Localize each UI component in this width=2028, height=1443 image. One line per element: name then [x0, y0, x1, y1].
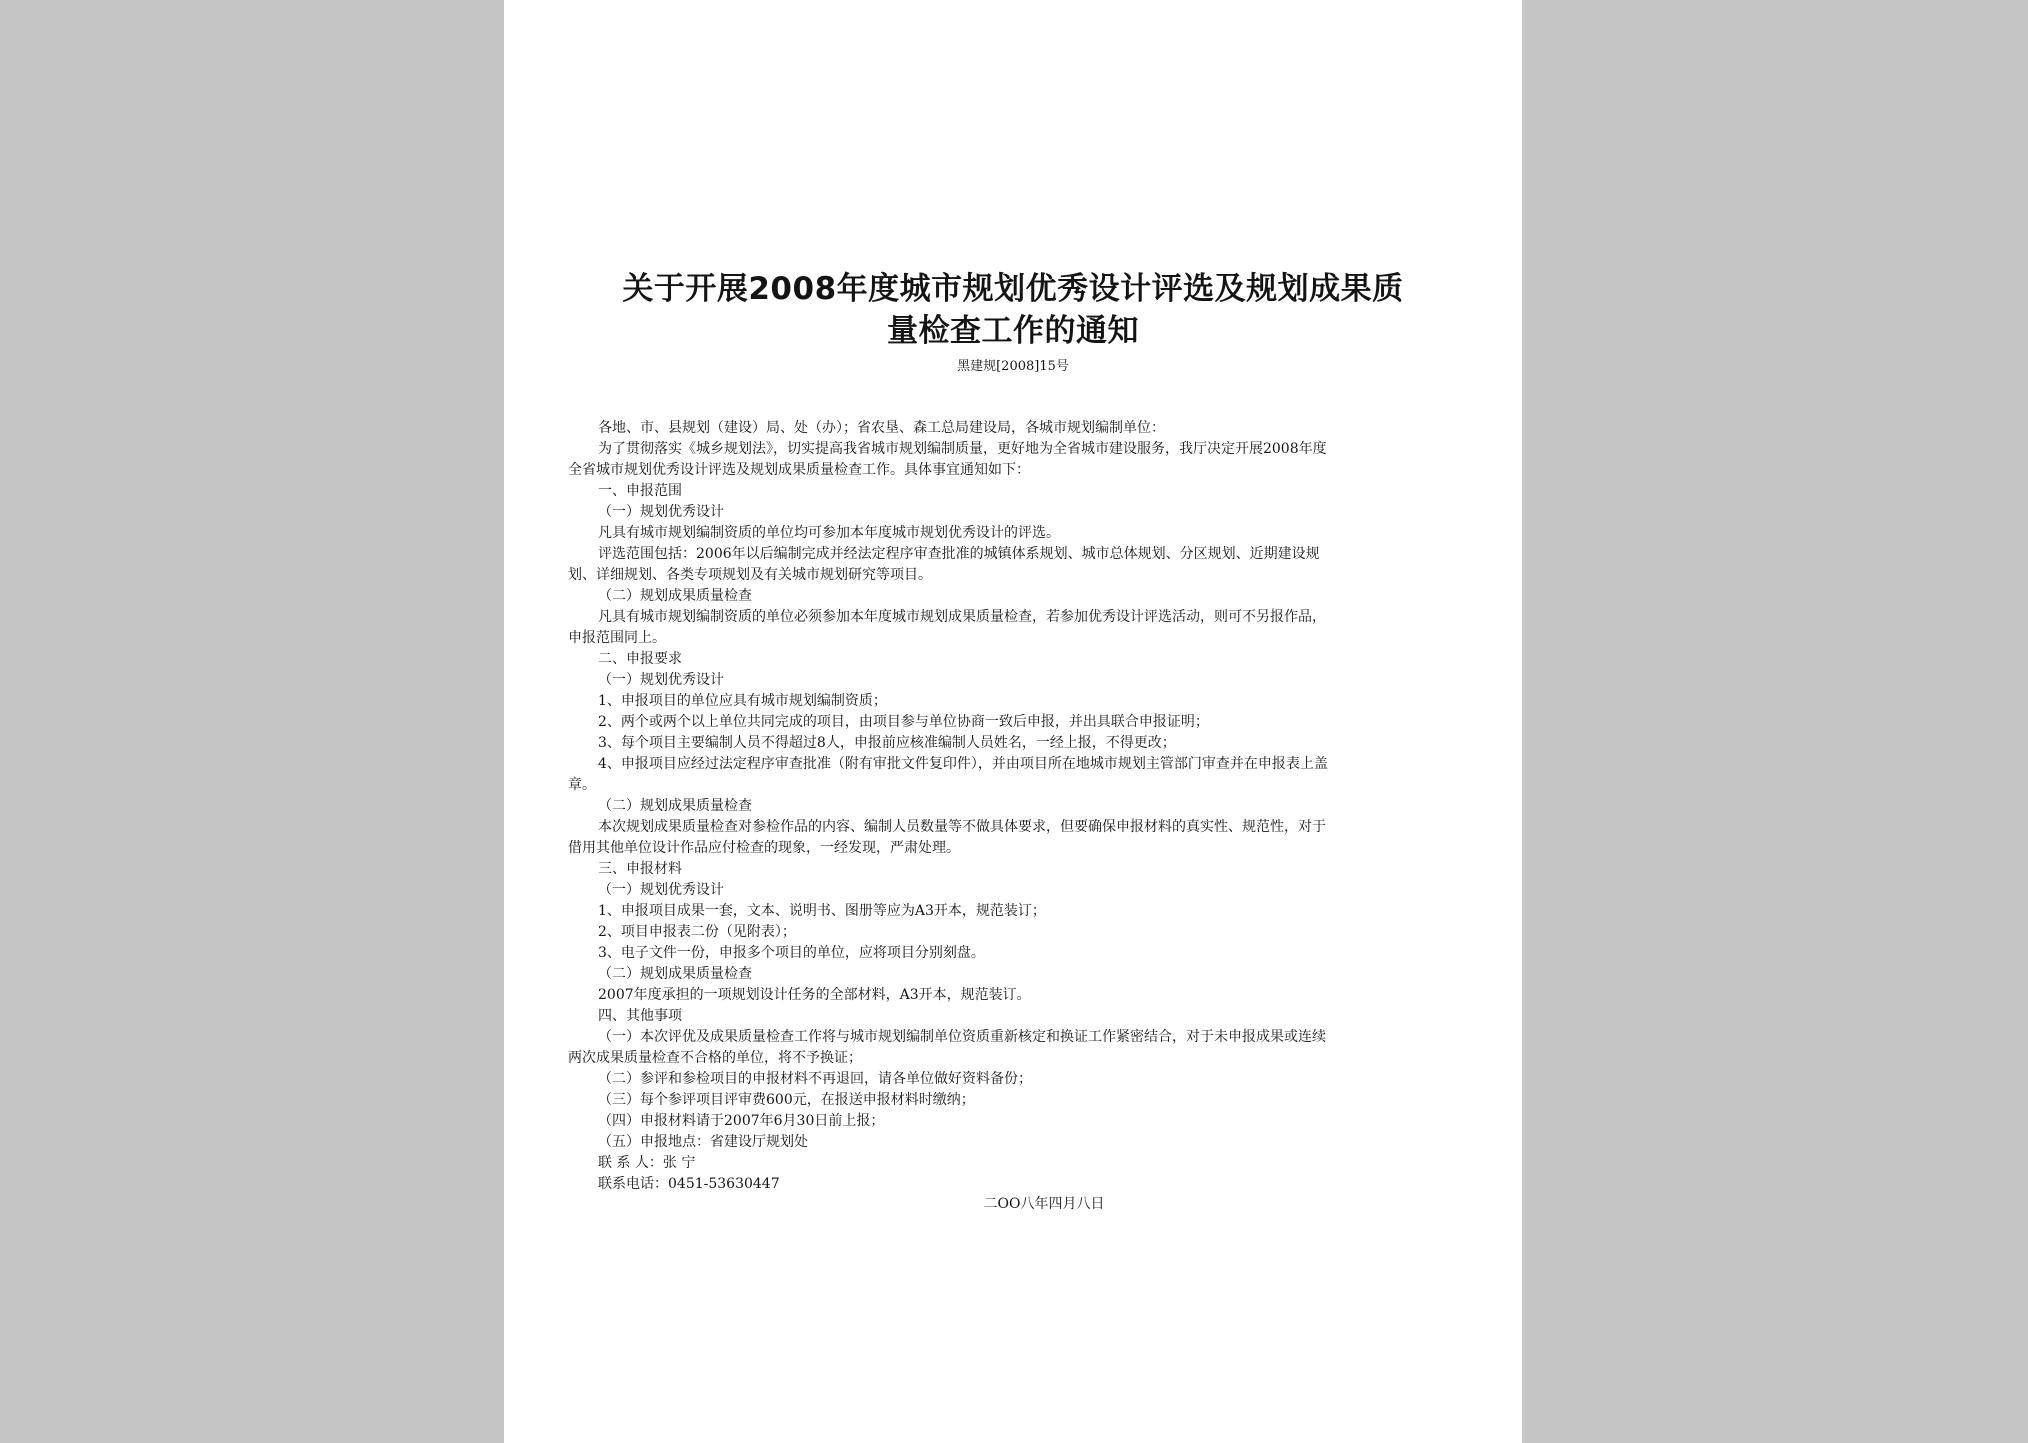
title-line-2: 量检查工作的通知	[887, 313, 1139, 349]
document-page	[504, 0, 1522, 1443]
body-line: 章。	[568, 777, 596, 793]
document-title	[504, 268, 1522, 352]
body-line: 四、其他事项	[598, 1008, 682, 1024]
body-line: 二、申报要求	[598, 651, 682, 667]
body-line: 1、申报项目的单位应具有城市规划编制资质；	[598, 693, 887, 709]
body-line: （二）规划成果质量检查	[598, 966, 752, 982]
body-line: 凡具有城市规划编制资质的单位均可参加本年度城市规划优秀设计的评选。	[598, 525, 1060, 541]
body-line: 3、电子文件一份，申报多个项目的单位，应将项目分别刻盘。	[598, 945, 985, 961]
body-line: （二）参评和参检项目的申报材料不再退回，请各单位做好资料备份；	[598, 1071, 1032, 1087]
body-line: 全省城市规划优秀设计评选及规划成果质量检查工作。具体事宜通知如下：	[568, 462, 1030, 478]
body-line: 4、申报项目应经过法定程序审查批准（附有审批文件复印件），并由项目所在地城市规划主管部门审查并在申报表上盖	[598, 756, 1328, 772]
document-date: 二OO八年四月八日	[983, 1196, 1105, 1212]
body-line: 1、申报项目成果一套，文本、说明书、图册等应为A3开本，规范装订；	[598, 903, 1046, 919]
body-line: 2007年度承担的一项规划设计任务的全部材料，A3开本，规范装订。	[598, 987, 1031, 1003]
body-line: 2、项目申报表二份（见附表）；	[598, 924, 796, 940]
body-line: 2、两个或两个以上单位共同完成的项目，由项目参与单位协商一致后申报，并出具联合申报证明；	[598, 714, 1209, 730]
body-line: （五）申报地点：省建设厅规划处	[598, 1134, 808, 1150]
body-line: （一）规划优秀设计	[598, 504, 724, 520]
body-line: （二）规划成果质量检查	[598, 798, 752, 814]
body-line: （一）规划优秀设计	[598, 882, 724, 898]
body-line: （一）本次评优及成果质量检查工作将与城市规划编制单位资质重新核定和换证工作紧密结合，对于未申报成果或连续	[598, 1029, 1326, 1045]
body-line: （三）每个参评项目评审费600元，在报送申报材料时缴纳；	[598, 1092, 975, 1108]
body-line: 联系电话：0451-53630447	[598, 1176, 780, 1192]
body-line: 一、申报范围	[598, 483, 682, 499]
body-line: 本次规划成果质量检查对参检作品的内容、编制人员数量等不做具体要求，但要确保申报材料的真实性、规范性，对于	[598, 819, 1326, 835]
title-line-1: 关于开展2008年度城市规划优秀设计评选及规划成果质	[622, 271, 1404, 307]
body-line: （二）规划成果质量检查	[598, 588, 752, 604]
body-line: （四）申报材料请于2007年6月30日前上报；	[598, 1113, 885, 1129]
body-line: 两次成果质量检查不合格的单位，将不予换证；	[568, 1050, 862, 1066]
body-line: 三、申报材料	[598, 861, 682, 877]
body-line: 评选范围包括：2006年以后编制完成并经法定程序审查批准的城镇体系规划、城市总体规划、分区规划、近期建设规	[598, 546, 1320, 562]
body-line: 各地、市、县规划（建设）局、处（办）；省农垦、森工总局建设局，各城市规划编制单位：	[598, 420, 1165, 436]
body-line: 申报范围同上。	[568, 630, 666, 646]
body-line: （一）规划优秀设计	[598, 672, 724, 688]
body-line: 为了贯彻落实《城乡规划法》，切实提高我省城市规划编制质量，更好地为全省城市建设服务，我厅决定开展2008年度	[598, 441, 1327, 457]
body-line: 凡具有城市规划编制资质的单位必须参加本年度城市规划成果质量检查，若参加优秀设计评选活动，则可不另报作品，	[598, 609, 1326, 625]
document-number: 黑建规[2008]15号	[957, 359, 1069, 374]
body-line: 借用其他单位设计作品应付检查的现象，一经发现，严肃处理。	[568, 840, 960, 856]
document-body	[568, 418, 1468, 1195]
body-line: 联 系 人：张 宁	[598, 1155, 696, 1171]
body-line: 划、详细规划、各类专项规划及有关城市规划研究等项目。	[568, 567, 932, 583]
body-line: 3、每个项目主要编制人员不得超过8人，申报前应核准编制人员姓名，一经上报，不得更改；	[598, 735, 1176, 751]
